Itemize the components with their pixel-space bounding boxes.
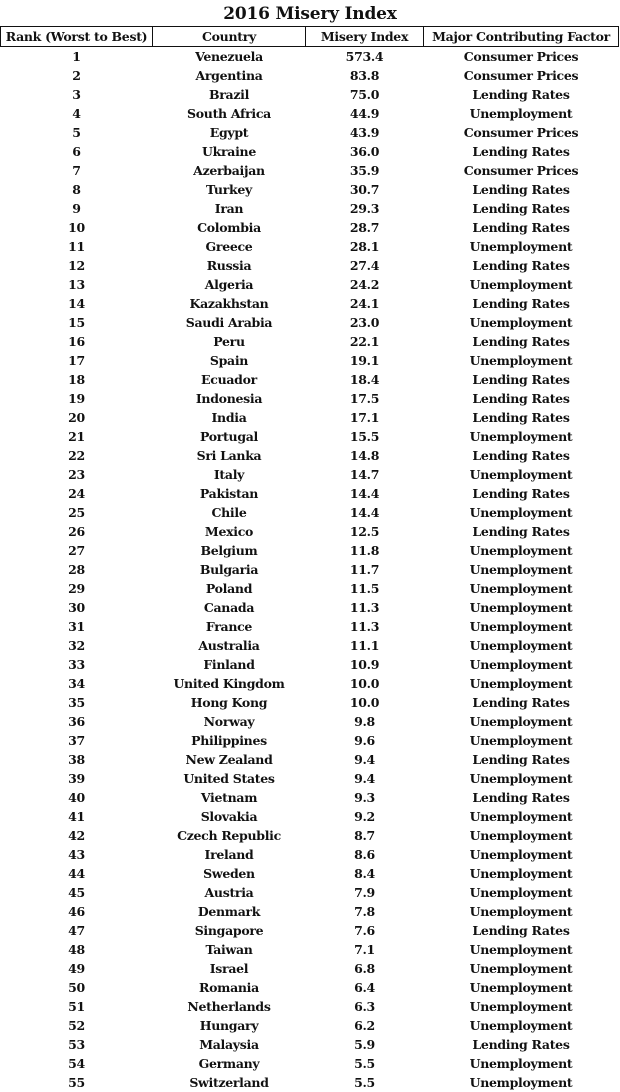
rank-cell: 26 — [1, 522, 153, 541]
country-cell: Norway — [153, 712, 306, 731]
table-row — [1, 693, 619, 712]
table-row — [1, 370, 619, 389]
country-cell: Sweden — [153, 864, 306, 883]
country-cell: Ireland — [153, 845, 306, 864]
rank-cell: 10 — [1, 218, 153, 237]
country-cell: Peru — [153, 332, 306, 351]
rank-cell: 28 — [1, 560, 153, 579]
factor-cell: Unemployment — [424, 104, 619, 123]
table-row — [1, 522, 619, 541]
factor-cell: Unemployment — [424, 541, 619, 560]
rank-cell: 47 — [1, 921, 153, 940]
rank-cell: 38 — [1, 750, 153, 769]
table-row — [1, 997, 619, 1016]
misery-index-cell: 9.8 — [306, 712, 424, 731]
column-header-rank: Rank (Worst to Best) — [1, 27, 153, 47]
country-cell: Sri Lanka — [153, 446, 306, 465]
country-cell: Saudi Arabia — [153, 313, 306, 332]
factor-cell: Unemployment — [424, 560, 619, 579]
factor-cell: Lending Rates — [424, 294, 619, 313]
rank-cell: 46 — [1, 902, 153, 921]
table-row — [1, 256, 619, 275]
misery-index-cell: 9.4 — [306, 750, 424, 769]
country-cell: Greece — [153, 237, 306, 256]
rank-cell: 1 — [1, 47, 153, 67]
factor-cell: Unemployment — [424, 598, 619, 617]
table-row — [1, 826, 619, 845]
country-cell: Argentina — [153, 66, 306, 85]
country-cell: Portugal — [153, 427, 306, 446]
rank-cell: 12 — [1, 256, 153, 275]
rank-cell: 48 — [1, 940, 153, 959]
table-row — [1, 104, 619, 123]
rank-cell: 24 — [1, 484, 153, 503]
rank-cell: 22 — [1, 446, 153, 465]
column-header-misery-index: Misery Index — [306, 27, 424, 47]
country-cell: Russia — [153, 256, 306, 275]
table-row — [1, 1073, 619, 1092]
misery-index-cell: 14.8 — [306, 446, 424, 465]
misery-index-cell: 17.1 — [306, 408, 424, 427]
factor-cell: Unemployment — [424, 465, 619, 484]
rank-cell: 4 — [1, 104, 153, 123]
misery-index-cell: 28.1 — [306, 237, 424, 256]
misery-index-cell: 14.4 — [306, 484, 424, 503]
misery-index-cell: 23.0 — [306, 313, 424, 332]
factor-cell: Unemployment — [424, 1054, 619, 1073]
factor-cell: Lending Rates — [424, 522, 619, 541]
misery-index-cell: 9.3 — [306, 788, 424, 807]
country-cell: Spain — [153, 351, 306, 370]
factor-cell: Lending Rates — [424, 408, 619, 427]
misery-index-cell: 5.9 — [306, 1035, 424, 1054]
country-cell: Ukraine — [153, 142, 306, 161]
factor-cell: Unemployment — [424, 427, 619, 446]
table-row — [1, 1054, 619, 1073]
table-title: 2016 Misery Index — [0, 2, 620, 26]
country-cell: Singapore — [153, 921, 306, 940]
rank-cell: 49 — [1, 959, 153, 978]
factor-cell: Consumer Prices — [424, 123, 619, 142]
misery-index-cell: 11.5 — [306, 579, 424, 598]
misery-index-cell: 7.6 — [306, 921, 424, 940]
rank-cell: 42 — [1, 826, 153, 845]
table-row — [1, 294, 619, 313]
country-cell: Chile — [153, 503, 306, 522]
misery-index-cell: 6.8 — [306, 959, 424, 978]
rank-cell: 20 — [1, 408, 153, 427]
rank-cell: 34 — [1, 674, 153, 693]
table-row — [1, 902, 619, 921]
rank-cell: 2 — [1, 66, 153, 85]
rank-cell: 21 — [1, 427, 153, 446]
rank-cell: 37 — [1, 731, 153, 750]
misery-index-cell: 11.1 — [306, 636, 424, 655]
misery-index-cell: 5.5 — [306, 1054, 424, 1073]
table-row — [1, 655, 619, 674]
rank-cell: 52 — [1, 1016, 153, 1035]
country-cell: Philippines — [153, 731, 306, 750]
factor-cell: Unemployment — [424, 579, 619, 598]
country-cell: Azerbaijan — [153, 161, 306, 180]
factor-cell: Unemployment — [424, 959, 619, 978]
misery-index-cell: 9.2 — [306, 807, 424, 826]
factor-cell: Unemployment — [424, 997, 619, 1016]
country-cell: Taiwan — [153, 940, 306, 959]
country-cell: Austria — [153, 883, 306, 902]
rank-cell: 8 — [1, 180, 153, 199]
country-cell: Poland — [153, 579, 306, 598]
misery-index-cell: 11.8 — [306, 541, 424, 560]
misery-index-cell: 11.7 — [306, 560, 424, 579]
misery-index-cell: 28.7 — [306, 218, 424, 237]
misery-index-cell: 8.4 — [306, 864, 424, 883]
table-row — [1, 864, 619, 883]
misery-index-cell: 9.4 — [306, 769, 424, 788]
table-row — [1, 408, 619, 427]
table-row — [1, 807, 619, 826]
factor-cell: Unemployment — [424, 826, 619, 845]
column-header-country: Country — [153, 27, 306, 47]
misery-index-cell: 7.8 — [306, 902, 424, 921]
factor-cell: Consumer Prices — [424, 66, 619, 85]
country-cell: Bulgaria — [153, 560, 306, 579]
country-cell: Germany — [153, 1054, 306, 1073]
factor-cell: Lending Rates — [424, 921, 619, 940]
rank-cell: 54 — [1, 1054, 153, 1073]
table-row — [1, 161, 619, 180]
factor-cell: Unemployment — [424, 940, 619, 959]
table-row — [1, 199, 619, 218]
rank-cell: 41 — [1, 807, 153, 826]
table-row — [1, 883, 619, 902]
country-cell: Switzerland — [153, 1073, 306, 1092]
misery-index-cell: 44.9 — [306, 104, 424, 123]
misery-index-cell: 15.5 — [306, 427, 424, 446]
rank-cell: 35 — [1, 693, 153, 712]
table-row — [1, 237, 619, 256]
table-row — [1, 218, 619, 237]
rank-cell: 7 — [1, 161, 153, 180]
rank-cell: 29 — [1, 579, 153, 598]
factor-cell: Unemployment — [424, 731, 619, 750]
rank-cell: 19 — [1, 389, 153, 408]
table-body — [1, 47, 619, 1092]
table-row — [1, 845, 619, 864]
table-row — [1, 674, 619, 693]
country-cell: Venezuela — [153, 47, 306, 67]
factor-cell: Consumer Prices — [424, 161, 619, 180]
rank-cell: 55 — [1, 1073, 153, 1092]
country-cell: Italy — [153, 465, 306, 484]
factor-cell: Consumer Prices — [424, 47, 619, 67]
factor-cell: Lending Rates — [424, 484, 619, 503]
table-row — [1, 598, 619, 617]
rank-cell: 18 — [1, 370, 153, 389]
factor-cell: Unemployment — [424, 845, 619, 864]
rank-cell: 5 — [1, 123, 153, 142]
table-row — [1, 1016, 619, 1035]
rank-cell: 40 — [1, 788, 153, 807]
table-row — [1, 503, 619, 522]
table-row — [1, 541, 619, 560]
table-row — [1, 579, 619, 598]
country-cell: Netherlands — [153, 997, 306, 1016]
misery-index-cell: 5.5 — [306, 1073, 424, 1092]
rank-cell: 11 — [1, 237, 153, 256]
factor-cell: Lending Rates — [424, 332, 619, 351]
rank-cell: 33 — [1, 655, 153, 674]
factor-cell: Lending Rates — [424, 85, 619, 104]
factor-cell: Unemployment — [424, 237, 619, 256]
rank-cell: 25 — [1, 503, 153, 522]
table-row — [1, 940, 619, 959]
rank-cell: 14 — [1, 294, 153, 313]
table-row — [1, 66, 619, 85]
factor-cell: Unemployment — [424, 978, 619, 997]
rank-cell: 30 — [1, 598, 153, 617]
factor-cell: Unemployment — [424, 636, 619, 655]
rank-cell: 50 — [1, 978, 153, 997]
factor-cell: Unemployment — [424, 503, 619, 522]
factor-cell: Unemployment — [424, 313, 619, 332]
country-cell: France — [153, 617, 306, 636]
country-cell: Denmark — [153, 902, 306, 921]
misery-index-cell: 17.5 — [306, 389, 424, 408]
table-row — [1, 389, 619, 408]
misery-index-cell: 8.6 — [306, 845, 424, 864]
country-cell: Iran — [153, 199, 306, 218]
country-cell: Israel — [153, 959, 306, 978]
country-cell: Australia — [153, 636, 306, 655]
rank-cell: 36 — [1, 712, 153, 731]
rank-cell: 3 — [1, 85, 153, 104]
factor-cell: Lending Rates — [424, 1035, 619, 1054]
country-cell: United States — [153, 769, 306, 788]
misery-index-cell: 6.4 — [306, 978, 424, 997]
country-cell: Pakistan — [153, 484, 306, 503]
factor-cell: Unemployment — [424, 655, 619, 674]
misery-index-cell: 27.4 — [306, 256, 424, 275]
misery-index-cell: 6.2 — [306, 1016, 424, 1035]
table-row — [1, 180, 619, 199]
table-row — [1, 750, 619, 769]
misery-index-table — [0, 26, 619, 1092]
table-row — [1, 427, 619, 446]
factor-cell: Unemployment — [424, 864, 619, 883]
misery-index-cell: 10.9 — [306, 655, 424, 674]
rank-cell: 45 — [1, 883, 153, 902]
factor-cell: Lending Rates — [424, 389, 619, 408]
table-row — [1, 978, 619, 997]
rank-cell: 23 — [1, 465, 153, 484]
factor-cell: Unemployment — [424, 769, 619, 788]
misery-index-cell: 22.1 — [306, 332, 424, 351]
factor-cell: Lending Rates — [424, 446, 619, 465]
misery-index-cell: 8.7 — [306, 826, 424, 845]
misery-index-cell: 83.8 — [306, 66, 424, 85]
factor-cell: Lending Rates — [424, 142, 619, 161]
rank-cell: 6 — [1, 142, 153, 161]
factor-cell: Unemployment — [424, 1073, 619, 1092]
factor-cell: Lending Rates — [424, 750, 619, 769]
rank-cell: 51 — [1, 997, 153, 1016]
country-cell: Czech Republic — [153, 826, 306, 845]
rank-cell: 17 — [1, 351, 153, 370]
table-row — [1, 959, 619, 978]
country-cell: Canada — [153, 598, 306, 617]
country-cell: Algeria — [153, 275, 306, 294]
misery-index-cell: 35.9 — [306, 161, 424, 180]
misery-index-cell: 11.3 — [306, 617, 424, 636]
factor-cell: Unemployment — [424, 674, 619, 693]
country-cell: India — [153, 408, 306, 427]
factor-cell: Unemployment — [424, 617, 619, 636]
table-row — [1, 1035, 619, 1054]
rank-cell: 53 — [1, 1035, 153, 1054]
misery-index-cell: 10.0 — [306, 674, 424, 693]
factor-cell: Unemployment — [424, 1016, 619, 1035]
country-cell: South Africa — [153, 104, 306, 123]
factor-cell: Lending Rates — [424, 788, 619, 807]
table-row — [1, 123, 619, 142]
table-row — [1, 769, 619, 788]
misery-index-cell: 9.6 — [306, 731, 424, 750]
table-row — [1, 85, 619, 104]
misery-index-cell: 7.9 — [306, 883, 424, 902]
country-cell: Belgium — [153, 541, 306, 560]
misery-index-cell: 14.7 — [306, 465, 424, 484]
rank-cell: 44 — [1, 864, 153, 883]
country-cell: Egypt — [153, 123, 306, 142]
misery-index-cell: 43.9 — [306, 123, 424, 142]
misery-index-cell: 19.1 — [306, 351, 424, 370]
misery-index-cell: 18.4 — [306, 370, 424, 389]
factor-cell: Unemployment — [424, 807, 619, 826]
country-cell: Brazil — [153, 85, 306, 104]
table-row — [1, 731, 619, 750]
country-cell: Hong Kong — [153, 693, 306, 712]
country-cell: Colombia — [153, 218, 306, 237]
misery-index-cell: 29.3 — [306, 199, 424, 218]
misery-index-cell: 24.2 — [306, 275, 424, 294]
country-cell: Slovakia — [153, 807, 306, 826]
factor-cell: Unemployment — [424, 351, 619, 370]
country-cell: Ecuador — [153, 370, 306, 389]
factor-cell: Unemployment — [424, 883, 619, 902]
misery-index-cell: 7.1 — [306, 940, 424, 959]
rank-cell: 43 — [1, 845, 153, 864]
table-row — [1, 142, 619, 161]
country-cell: United Kingdom — [153, 674, 306, 693]
rank-cell: 39 — [1, 769, 153, 788]
country-cell: New Zealand — [153, 750, 306, 769]
table-row — [1, 921, 619, 940]
misery-index-cell: 75.0 — [306, 85, 424, 104]
table-row — [1, 788, 619, 807]
country-cell: Mexico — [153, 522, 306, 541]
factor-cell: Lending Rates — [424, 180, 619, 199]
table-row — [1, 484, 619, 503]
table-row — [1, 465, 619, 484]
factor-cell: Lending Rates — [424, 693, 619, 712]
table-row — [1, 617, 619, 636]
column-header-major-factor: Major Contributing Factor — [424, 27, 619, 47]
table-row — [1, 332, 619, 351]
misery-index-cell: 14.4 — [306, 503, 424, 522]
rank-cell: 27 — [1, 541, 153, 560]
factor-cell: Lending Rates — [424, 218, 619, 237]
rank-cell: 31 — [1, 617, 153, 636]
factor-cell: Unemployment — [424, 902, 619, 921]
rank-cell: 13 — [1, 275, 153, 294]
table-row — [1, 47, 619, 67]
factor-cell: Lending Rates — [424, 199, 619, 218]
country-cell: Hungary — [153, 1016, 306, 1035]
misery-index-cell: 6.3 — [306, 997, 424, 1016]
misery-index-cell: 10.0 — [306, 693, 424, 712]
table-row — [1, 446, 619, 465]
misery-index-cell: 11.3 — [306, 598, 424, 617]
country-cell: Kazakhstan — [153, 294, 306, 313]
misery-index-cell: 573.4 — [306, 47, 424, 67]
country-cell: Malaysia — [153, 1035, 306, 1054]
factor-cell: Unemployment — [424, 275, 619, 294]
rank-cell: 32 — [1, 636, 153, 655]
misery-index-cell: 24.1 — [306, 294, 424, 313]
table-row — [1, 712, 619, 731]
table-row — [1, 275, 619, 294]
misery-index-cell: 36.0 — [306, 142, 424, 161]
country-cell: Romania — [153, 978, 306, 997]
rank-cell: 9 — [1, 199, 153, 218]
country-cell: Finland — [153, 655, 306, 674]
misery-index-cell: 12.5 — [306, 522, 424, 541]
factor-cell: Unemployment — [424, 712, 619, 731]
factor-cell: Lending Rates — [424, 256, 619, 275]
table-row — [1, 636, 619, 655]
table-row — [1, 313, 619, 332]
header-row — [1, 27, 619, 47]
table-row — [1, 560, 619, 579]
factor-cell: Lending Rates — [424, 370, 619, 389]
country-cell: Vietnam — [153, 788, 306, 807]
misery-index-cell: 30.7 — [306, 180, 424, 199]
table-row — [1, 351, 619, 370]
country-cell: Turkey — [153, 180, 306, 199]
country-cell: Indonesia — [153, 389, 306, 408]
rank-cell: 16 — [1, 332, 153, 351]
rank-cell: 15 — [1, 313, 153, 332]
